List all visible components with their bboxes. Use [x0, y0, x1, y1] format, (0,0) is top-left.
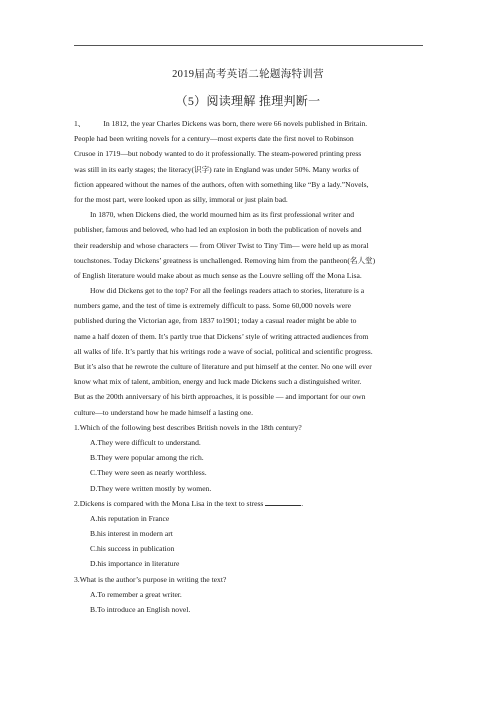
passage-line: their readership and whose characters — from Oliver Twist to Tiny Tim— were held up as moral: [74, 240, 369, 250]
answer-option: C.his success in publication: [90, 544, 175, 554]
passage-line: published during the Victorian age, from 1837 to1901; today a casual reader might be able to: [74, 316, 357, 326]
passage-line: all walks of life. It’s partly that his writings rode a wave of social, political and scientific progress.: [74, 346, 373, 356]
passage-line: name a half dozen of them. It’s partly true that Dickens’ style of writing attracted audiences from: [74, 331, 369, 341]
document-title: 2019届高考英语二轮题海特训营: [172, 69, 324, 80]
passage-line: 1、 In 1812, the year Charles Dickens was born, there were 66 novels published in Britain.: [74, 119, 368, 128]
passage-line: numbers game, and the test of time is extremely difficult to pass. Some 60,000 novels were: [74, 301, 351, 311]
passage-line: know what mix of talent, ambition, energy and luck made Dickens such a distinguished writer.: [74, 377, 362, 387]
answer-option: B.They were popular among the rich.: [90, 453, 204, 463]
question-stem: 2.Dickens is compared with the Mona Lisa in the text to stress .: [74, 498, 304, 508]
answer-option: C.They were seen as nearly worthless.: [90, 468, 207, 478]
passage-line: was still in its early stages; the literacy(识字) rate in England was under 50%. Many works of: [74, 164, 359, 174]
answer-option: A.They were difficult to understand.: [90, 437, 201, 447]
answer-option: A.his reputation in France: [90, 513, 170, 523]
reading-passage: [74, 116, 424, 617]
document-subtitle: （5）阅读理解 推理判断一: [175, 94, 321, 108]
answer-blank: [265, 497, 301, 506]
passage-number: 1、: [74, 119, 86, 128]
passage-line: publisher, famous and beloved, who had led an explosion in both the publication of novels and: [74, 225, 362, 235]
passage-line: fiction appeared without the names of the authors, often with something like “By a lady.”Novels,: [74, 179, 369, 189]
passage-line: for the most part, were looked upon as silly, immoral or just plain bad.: [74, 194, 288, 204]
passage-line: But as the 200th anniversary of his birth approaches, it is possible — and important for our own: [74, 392, 366, 402]
passage-line: How did Dickens get to the top? For all the feelings readers attach to stories, literature is a: [90, 286, 365, 296]
passage-line: In 1870, when Dickens died, the world mourned him as its first professional writer and: [90, 210, 355, 220]
passage-line: touchstones. Today Dickens’ greatness is unchallenged. Removing him from the pantheon(名人堂): [74, 255, 376, 265]
answer-option: D.They were written mostly by women.: [90, 483, 212, 493]
answer-option: D.his importance in literature: [90, 559, 180, 569]
passage-line: of English literature would make about as much sense as the Louvre selling off the Mona Lisa.: [74, 270, 362, 280]
question-stem: 3.What is the author’s purpose in writing the text?: [74, 574, 227, 584]
answer-option: B.his interest in modern art: [90, 529, 173, 539]
question-stem: 1.Which of the following best describes British novels in the 18th century?: [74, 422, 302, 432]
passage-line: But it’s also that he rewrote the culture of literature and put himself at the center. No one will ever: [74, 362, 372, 371]
passage-line: Crusoe in 1719—but nobody wanted to do it professionally. The steam-powered printing press: [74, 149, 362, 159]
passage-line: culture—to understand how he made himself a lasting one.: [74, 407, 254, 417]
passage-line: People had been writing novels for a century—most experts date the first novel to Robinson: [74, 134, 354, 144]
answer-option: B.To introduce an English novel.: [90, 605, 191, 614]
answer-option: A.To remember a great writer.: [90, 589, 182, 599]
header-rule: [74, 45, 423, 46]
